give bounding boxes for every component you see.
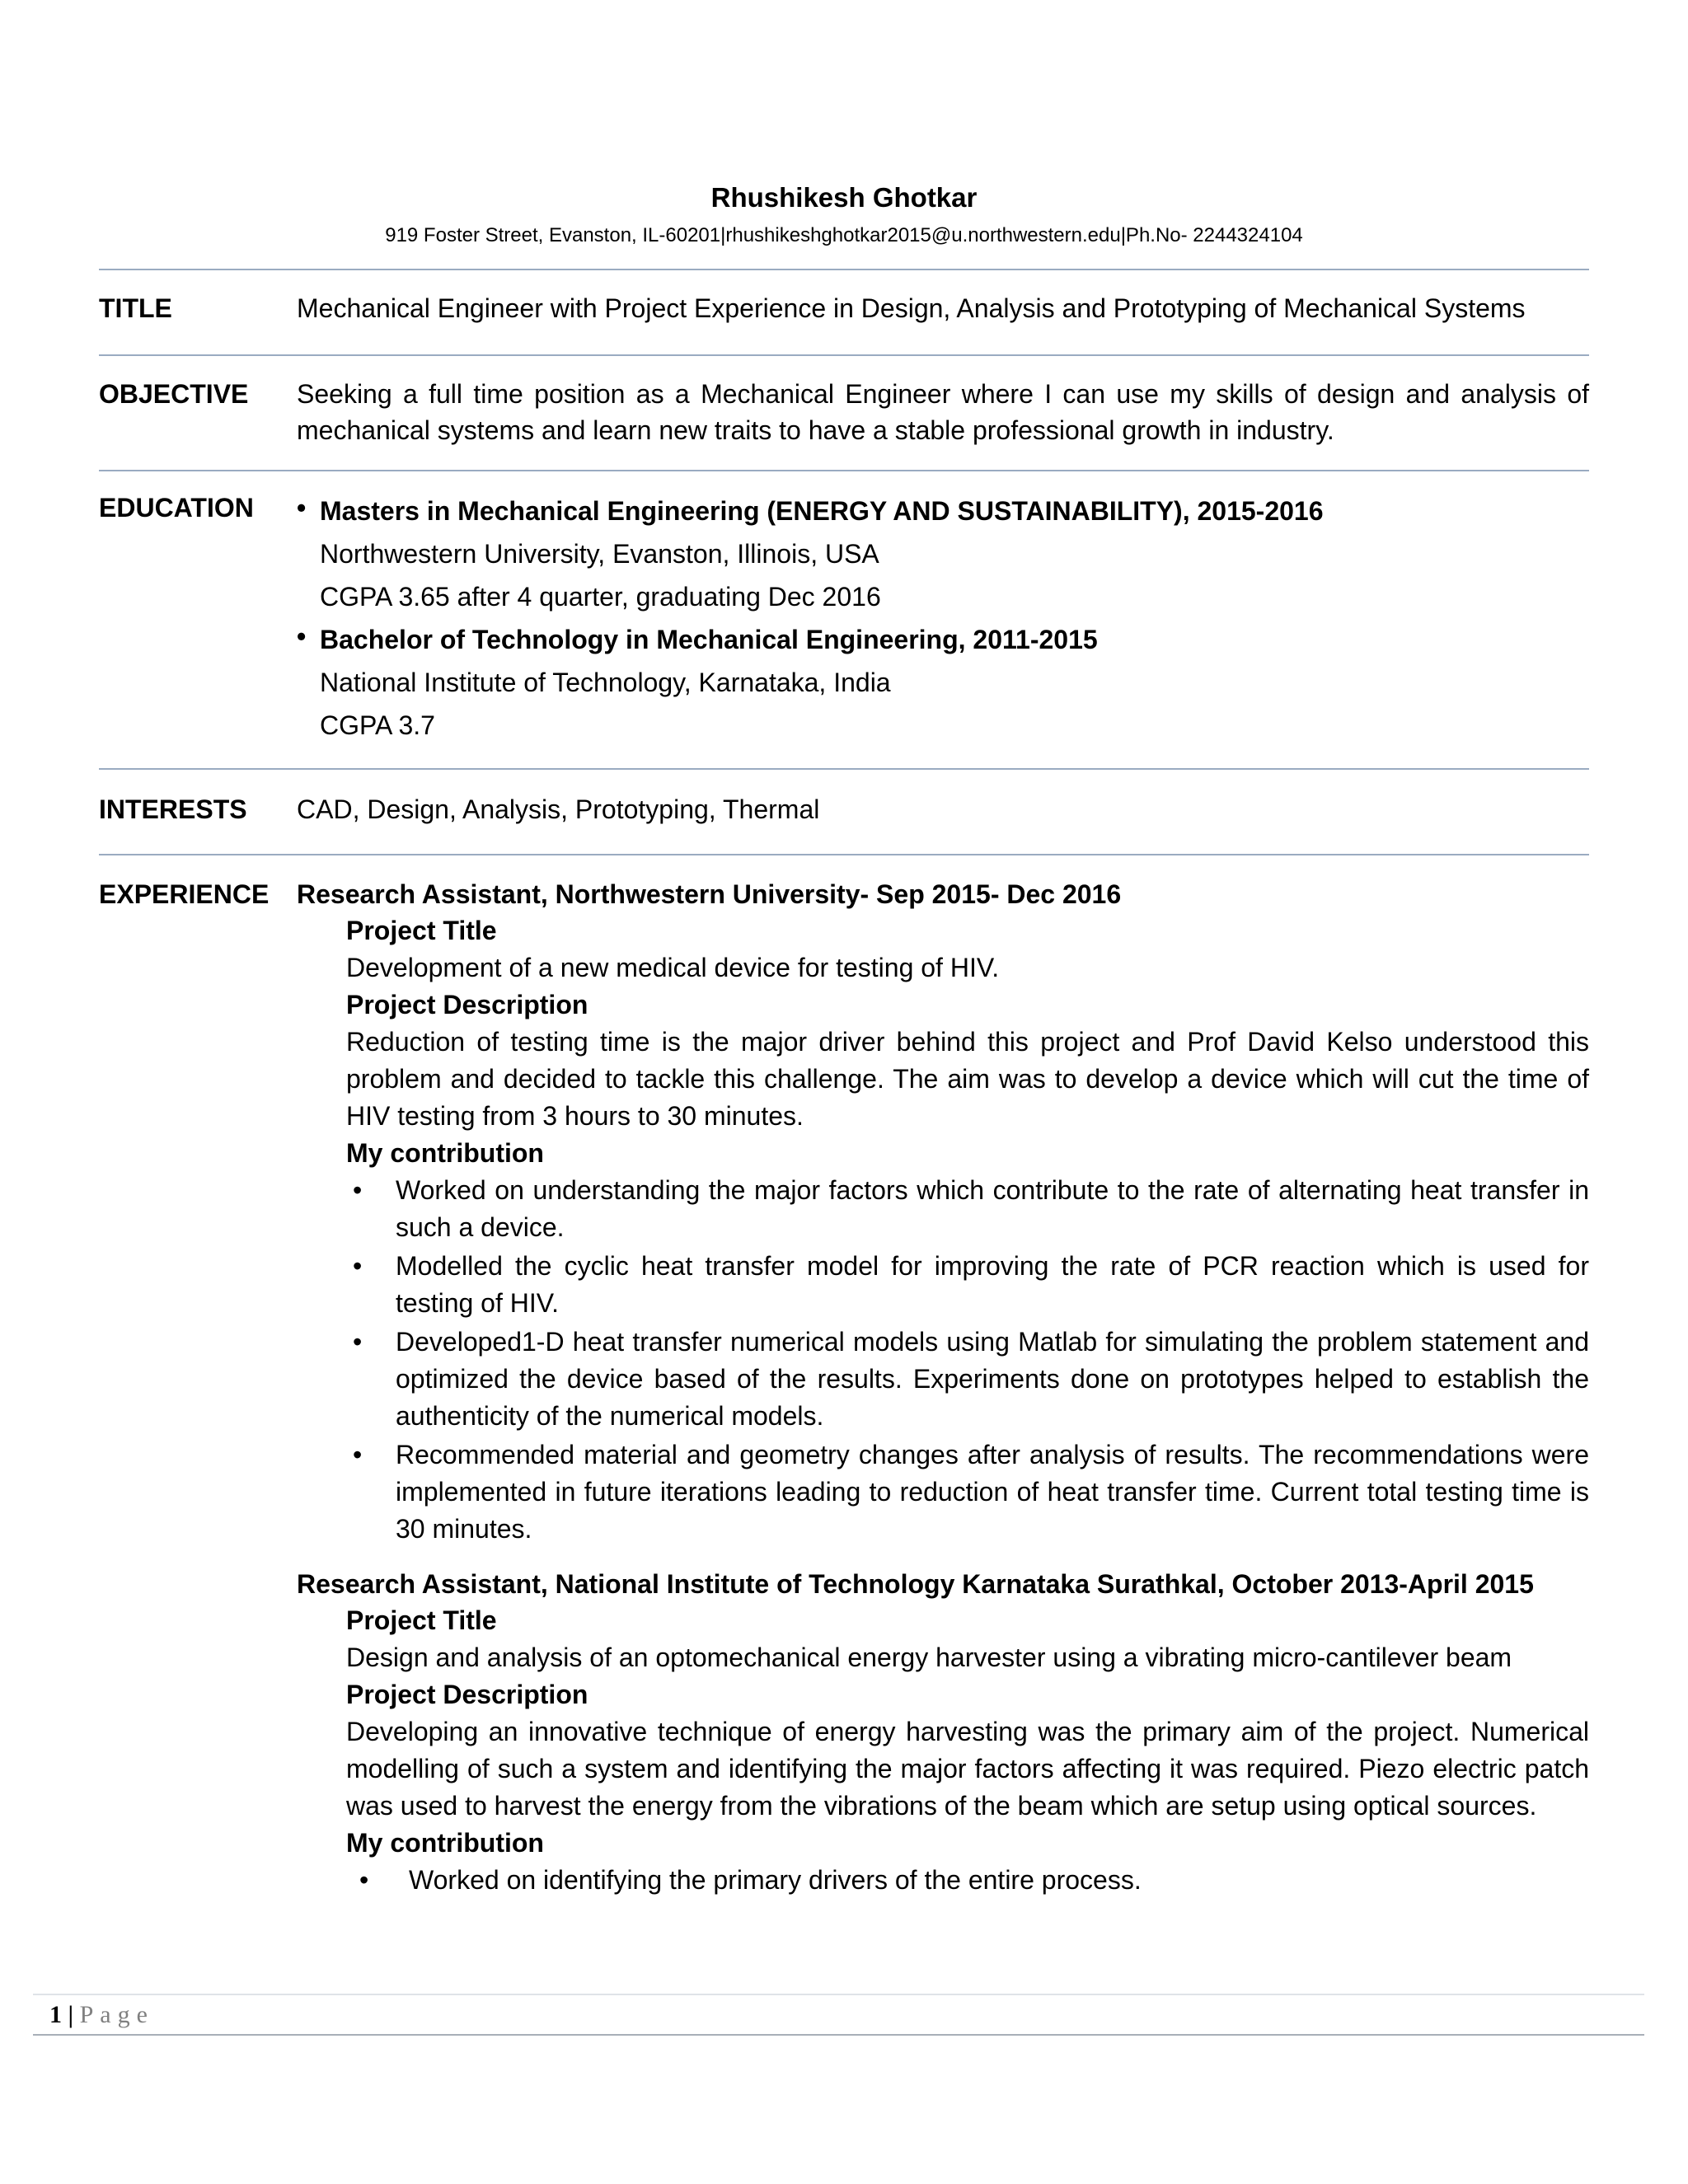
interests-text: CAD, Design, Analysis, Prototyping, Thermal [297,794,820,824]
section-label-objective: OBJECTIVE [99,379,249,409]
bullet: • [353,1327,363,1357]
bullet: • [353,1440,363,1469]
resume-header [99,177,1589,250]
list-item [346,1436,1589,1548]
degree-detail: CGPA 3.65 after 4 quarter, graduating Dec 2016 [320,582,881,612]
contribution-list [346,1172,1589,1548]
list-item [346,1324,1589,1435]
project-description-label: Project Description [346,1680,588,1709]
page-label: Page [79,2001,154,2028]
divider [99,854,1589,855]
contribution-text: Worked on understanding the major factors which contribute to the rate of alternating heat transfer in such a device. [396,1175,1589,1242]
divider [99,768,1589,770]
bullet: • [297,621,307,651]
section-label-interests: INTERESTS [99,794,247,824]
footer-separator: | [68,2001,74,2028]
bullet: • [297,493,307,523]
degree-detail: CGPA 3.7 [320,710,435,740]
footer-divider [33,2034,1644,2036]
contribution-text: Developed1-D heat transfer numerical models using Matlab for simulating the problem statement and optimized the device based of the results. Experiments done on prototypes helped to establish the authenticity of the numerical models. [396,1327,1589,1431]
contact-line: 919 Foster Street, Evanston, IL-60201|rhushikeshghotkar2015@u.northwestern.edu|Ph.No- 2244324104 [385,224,1303,246]
education-list [297,490,1589,747]
contribution-text: Recommended material and geometry changes after analysis of results. The recommendations were implemented in future iterations leading to reduction of heat transfer time. Current total testing time is 30 minutes. [396,1440,1589,1544]
project-title: Development of a new medical device for testing of HIV. [346,953,1000,982]
page-number: 1 [49,2001,62,2028]
degree-title: Bachelor of Technology in Mechanical Engineering, 2011-2015 [320,625,1098,654]
divider [99,269,1589,270]
project-title-label: Project Title [346,1605,497,1635]
experience-list [297,876,1589,1900]
project-title-label: Project Title [346,916,497,945]
job-details [297,1602,1589,1899]
list-item [346,1172,1589,1246]
project-description: Developing an innovative technique of energy harvesting was the primary aim of the project. Numerical modelling of such a system and identifying the major factors affecting it was required. Piezo electric patch was used to harvest the energy from the vibrations of the beam which are setup using optical sources. [346,1717,1589,1821]
contribution-text: Worked on identifying the primary drivers of the entire process. [409,1865,1142,1895]
bullet: • [353,1175,363,1205]
objective-text: Seeking a full time position as a Mechanical Engineer where I can use my skills of design and analysis of mechanical systems and learn new traits to have a stable professional growth in industry. [297,379,1589,445]
contribution-list [346,1862,1589,1899]
contribution-text: Modelled the cyclic heat transfer model for improving the rate of PCR reaction which is used for testing of HIV. [396,1251,1589,1318]
candidate-name: Rhushikesh Ghotkar [710,182,978,213]
education-item [297,618,1589,661]
education-item [297,490,1589,532]
title-text: Mechanical Engineer with Project Experience in Design, Analysis and Prototyping of Mechanical Systems [297,293,1526,323]
school-name: Northwestern University, Evanston, Illinois, USA [320,539,879,569]
bullet: • [353,1251,363,1281]
job-details [297,912,1589,1548]
divider [99,354,1589,356]
school-name: National Institute of Technology, Karnataka, India [320,668,891,697]
project-description: Reduction of testing time is the major driver behind this project and Prof David Kelso understood this problem and decided to tackle this challenge. The aim was to develop a device which will cut the time of HIV testing from 3 hours to 30 minutes. [346,1027,1589,1131]
page-footer [49,1999,154,2032]
project-title: Design and analysis of an optomechanical energy harvester using a vibrating micro-cantilever beam [346,1643,1512,1672]
section-label-experience: EXPERIENCE [99,879,270,909]
bullet: • [359,1865,369,1895]
degree-title: Masters in Mechanical Engineering (ENERGY AND SUSTAINABILITY), 2015-2016 [320,496,1324,526]
job-heading: Research Assistant, National Institute of Technology Karnataka Surathkal, October 2013-April 2015 [297,1569,1534,1599]
section-label-title: TITLE [99,293,172,323]
job-heading: Research Assistant, Northwestern University- Sep 2015- Dec 2016 [297,879,1122,909]
list-item [346,1862,1589,1899]
list-item [346,1248,1589,1322]
contribution-label: My contribution [346,1138,544,1168]
divider [99,470,1589,471]
project-description-label: Project Description [346,990,588,1019]
contribution-label: My contribution [346,1828,544,1858]
footer-divider [33,1994,1644,1995]
section-label-education: EDUCATION [99,493,254,523]
